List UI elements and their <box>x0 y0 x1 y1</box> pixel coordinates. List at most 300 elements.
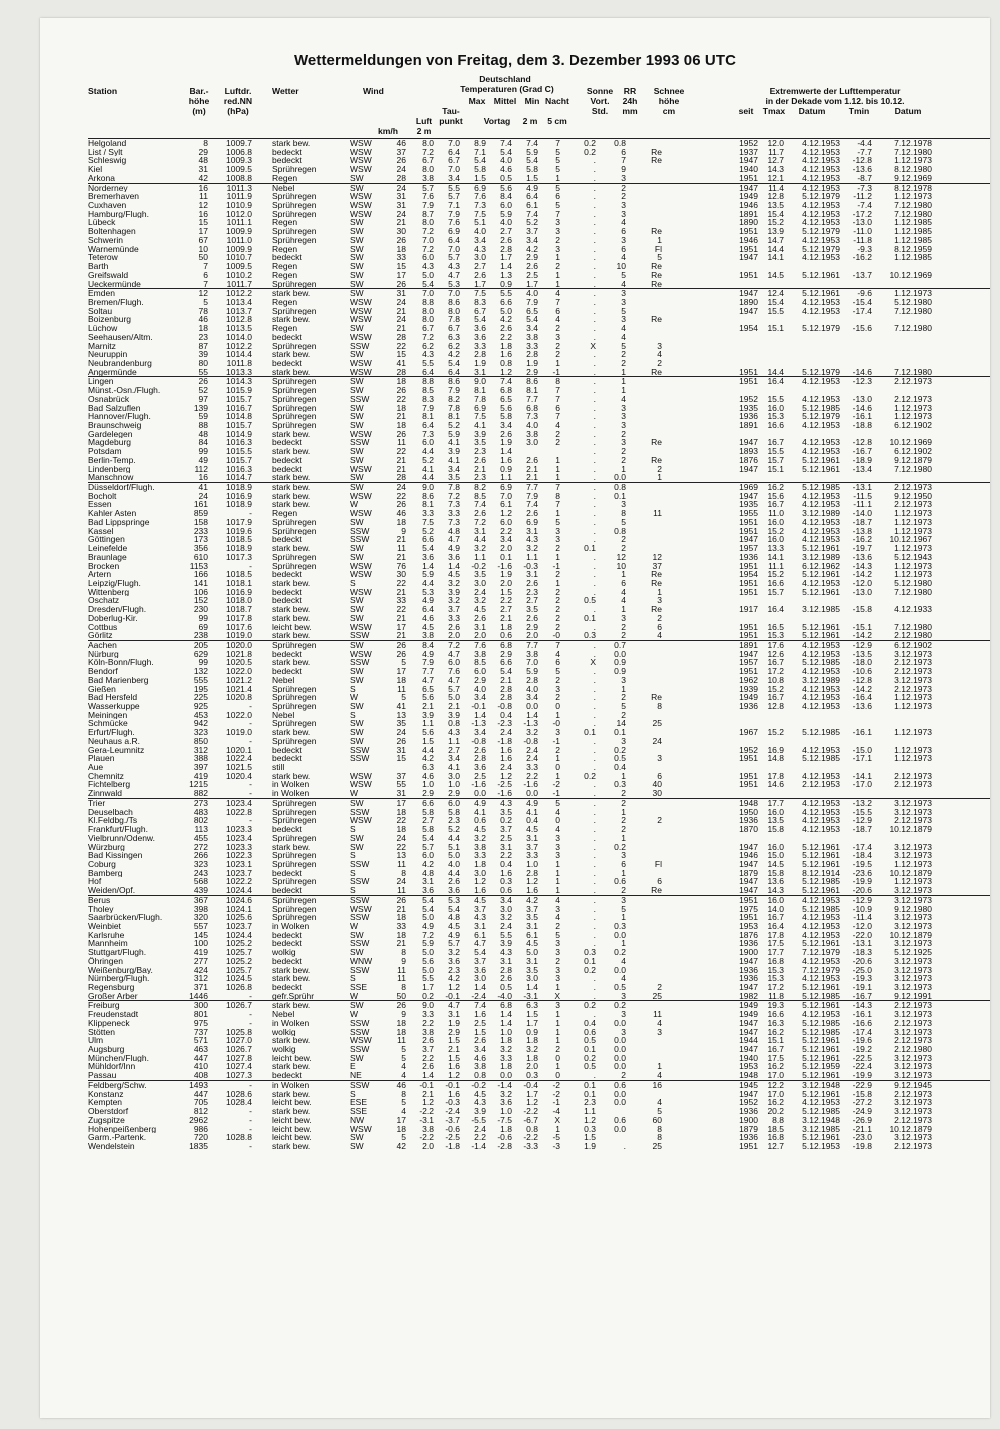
extreme-tmax: 18.5 <box>767 1123 784 1134</box>
snow-depth: 12 <box>652 551 662 562</box>
extreme-tmax-date: 5.12.1985 <box>802 753 840 764</box>
station-name: Vielbrunn/Odenw. <box>88 833 155 843</box>
extreme-tmin: -13.2 <box>852 797 872 808</box>
temp-mean-prev: -0.8 <box>497 701 512 711</box>
weather: Sprühregen <box>272 702 317 711</box>
barometer-height: 55 <box>198 366 208 377</box>
extreme-tmax-date: 6.12.1962 <box>802 560 840 571</box>
station-name: Öhringen <box>88 956 123 966</box>
wind-direction: SW <box>350 543 364 554</box>
temp-min-prev: 1.6 <box>526 885 538 896</box>
extreme-tmax-date: 5.12.1953 <box>802 1140 840 1151</box>
sunshine-hours: . <box>593 674 596 685</box>
temp-night-5cm: 2 <box>555 349 560 360</box>
sunshine-hours: . <box>593 1070 596 1081</box>
temp-min-prev: 1.2 <box>526 1097 538 1108</box>
barometer-height: 67 <box>198 234 208 245</box>
station-name: Lingen <box>88 377 114 387</box>
temp-max-prev: 3.2 <box>474 832 486 843</box>
barometer-height: 173 <box>193 534 208 545</box>
wind-speed: 11 <box>397 437 406 448</box>
temp-mean-prev: 7.4 <box>500 138 512 148</box>
wind-direction: SW <box>350 402 364 413</box>
station-name: Aachen <box>88 640 117 650</box>
wind-direction: SW <box>350 718 364 729</box>
temp-mean-prev: 2.2 <box>500 595 512 606</box>
temp-air: 7.2 <box>422 331 434 342</box>
dewpoint: 6.7 <box>448 155 460 166</box>
temp-mean-prev: 1.4 <box>500 446 512 457</box>
dewpoint: 4.8 <box>448 525 460 536</box>
dewpoint: 5.7 <box>448 683 460 694</box>
temp-night-5cm: 1 <box>555 770 560 781</box>
air-pressure: 1023.7 <box>226 867 252 878</box>
temp-air: 3.8 <box>422 1026 434 1037</box>
extreme-tmin-date: 3.12.1973 <box>894 1097 932 1108</box>
barometer-height: 48 <box>198 155 208 166</box>
barometer-height: 152 <box>193 595 208 606</box>
temp-max-prev: -1.3 <box>471 718 486 729</box>
extreme-since: 1953 <box>739 920 758 931</box>
dewpoint: 5.5 <box>448 182 460 193</box>
precipitation-24h: 10 <box>616 560 626 571</box>
sunshine-hours: . <box>593 639 596 650</box>
weather: wolkig <box>272 1045 296 1054</box>
snow-depth: 2 <box>657 357 662 368</box>
air-pressure: 1017.9 <box>226 516 252 527</box>
snow-depth: 3 <box>657 340 662 351</box>
air-pressure: 1023.3 <box>226 824 252 835</box>
station-name: Kl.Feldbg./Ts <box>88 816 138 826</box>
extreme-tmax: 15.1 <box>767 463 784 474</box>
temp-night-5cm: 3 <box>555 1000 560 1011</box>
weather: in Wolken <box>272 1080 310 1090</box>
barometer-height: 12 <box>198 200 208 211</box>
temp-min-prev: 3.8 <box>526 428 538 439</box>
extreme-since: 1947 <box>739 648 758 659</box>
dewpoint: 4.5 <box>448 569 460 580</box>
temp-night-5cm: 1 <box>555 551 560 562</box>
barometer-height: 41 <box>198 482 208 493</box>
barometer-height: 6 <box>203 269 208 280</box>
wind-direction: SSW <box>350 938 370 949</box>
wind-direction: SSW <box>350 806 370 817</box>
dewpoint: 1.1 <box>448 735 460 746</box>
dewpoint: -0.6 <box>445 1123 460 1134</box>
barometer-height: 272 <box>193 841 208 852</box>
precipitation-24h: 6 <box>621 226 626 237</box>
extreme-tmin-date: 1.12.1973 <box>894 744 932 755</box>
temp-mean-prev: 5.4 <box>500 146 512 157</box>
wind-speed: 76 <box>396 560 406 571</box>
extreme-since: 1951 <box>739 1140 758 1151</box>
air-pressure: 1009.3 <box>226 155 252 166</box>
air-pressure: 1015.7 <box>226 420 252 430</box>
table-row <box>88 368 990 377</box>
temp-air: 8.1 <box>422 499 434 510</box>
weather: still <box>272 763 285 772</box>
temp-mean-prev: 1.2 <box>500 366 512 377</box>
barometer-height: 942 <box>193 718 208 729</box>
extreme-since: 1951 <box>739 269 758 280</box>
dewpoint: 6.0 <box>448 657 460 668</box>
air-pressure: 1016.9 <box>226 490 252 501</box>
air-pressure: 1013.5 <box>226 323 252 334</box>
dewpoint: -2.4 <box>445 1106 460 1117</box>
temp-night-5cm: 4 <box>555 894 560 905</box>
extreme-tmin: -12.9 <box>852 815 872 826</box>
temp-max-prev: 6.9 <box>474 182 486 193</box>
temp-min-prev: 3.5 <box>526 604 538 615</box>
temp-max-prev: 5.1 <box>474 217 486 228</box>
temp-mean-prev: 3.2 <box>500 912 512 923</box>
temp-night-5cm: 3 <box>555 841 560 852</box>
dewpoint: 7.0 <box>448 243 460 254</box>
sunshine-hours: X <box>590 340 596 351</box>
wind-direction: SW <box>350 226 364 237</box>
extreme-tmax: 14.8 <box>767 753 784 764</box>
temp-min-prev: -0.3 <box>523 560 538 571</box>
table-row <box>88 992 990 1001</box>
temp-night-5cm: 2 <box>555 261 560 272</box>
air-pressure: 1022.2 <box>226 876 252 887</box>
temp-max-prev: 1.7 <box>474 278 486 289</box>
dewpoint: 4.9 <box>448 929 460 940</box>
temp-air: 8.0 <box>422 305 434 316</box>
air-pressure: 1013.7 <box>226 305 252 316</box>
precipitation-24h: 4 <box>621 595 626 606</box>
temp-air: 6.2 <box>422 340 434 351</box>
extreme-since: 1951 <box>739 912 758 923</box>
barometer-height: 557 <box>193 920 208 931</box>
temp-air: 6.0 <box>422 252 434 263</box>
extreme-tmin: -16.4 <box>852 692 872 703</box>
extreme-tmax-date: 5.12.1979 <box>802 411 840 422</box>
barometer-height: 408 <box>193 1070 208 1081</box>
weather: Nebel <box>272 710 295 720</box>
extreme-tmax: 15.2 <box>767 569 784 580</box>
sunshine-hours: 0.4 <box>584 1017 596 1028</box>
station-group <box>88 1000 990 1079</box>
extreme-tmin: -19.9 <box>852 1070 872 1081</box>
precipitation-24h: 1 <box>621 938 626 949</box>
station-name: Stötten <box>88 1027 115 1037</box>
extreme-tmax-date: 4.12.1953 <box>802 639 840 650</box>
extreme-tmin-date: 1.12.1973 <box>894 560 932 571</box>
wind-direction: WSW <box>350 648 372 659</box>
air-pressure: - <box>249 560 252 571</box>
temp-mean-prev: 6.6 <box>500 657 512 668</box>
header-ex-tmin: Tmin <box>848 106 870 116</box>
extreme-tmin-date: 1.12.1973 <box>894 876 932 887</box>
station-name: Passau <box>88 1071 117 1080</box>
temp-air: 5.0 <box>422 912 434 923</box>
wind-direction: WSW <box>350 770 372 781</box>
extreme-tmax: 17.7 <box>767 797 784 808</box>
station-name: Plauen <box>88 754 115 764</box>
station-name: Großer Arber <box>88 991 138 1001</box>
temp-night-5cm: 2 <box>555 692 560 703</box>
temp-min-prev: 3.5 <box>526 912 538 923</box>
extreme-tmin: -15.8 <box>852 1088 872 1099</box>
temp-air: 5.6 <box>422 692 434 703</box>
extreme-tmax: 16.7 <box>767 912 784 923</box>
extreme-tmax: 11.4 <box>768 182 784 193</box>
weather: stark bew. <box>272 974 311 983</box>
air-pressure: 1018.1 <box>226 577 252 588</box>
wind-direction: SSW <box>350 858 370 869</box>
snow-depth: 16 <box>652 1079 662 1090</box>
station-name: Bocholt <box>88 491 117 501</box>
precipitation-24h: 3 <box>621 234 626 245</box>
dewpoint: 7.3 <box>448 516 460 527</box>
extreme-tmax: 16.5 <box>767 621 784 632</box>
temp-night-5cm: 4 <box>555 648 560 659</box>
barometer-height: 447 <box>193 1052 208 1063</box>
temp-min-prev: 5.8 <box>526 164 538 175</box>
sunshine-hours: 2.3 <box>584 1097 596 1108</box>
temp-min-prev: 2.0 <box>526 630 538 641</box>
extreme-tmax: 16.7 <box>767 692 784 703</box>
precipitation-24h: 3 <box>621 499 626 510</box>
temp-min-prev: 4.1 <box>526 806 538 817</box>
temp-air: 4.9 <box>422 648 434 659</box>
precipitation-24h: 8 <box>621 508 626 519</box>
temp-max-prev: 4.0 <box>474 683 486 694</box>
extreme-tmax: 15.4 <box>767 296 784 307</box>
barometer-height: 1835 <box>189 1140 208 1151</box>
header-sonne-vort: Vort. <box>590 96 610 106</box>
header-wind-unit: km/h <box>378 126 399 136</box>
sunshine-hours: . <box>593 420 596 430</box>
temp-air: 1.5 <box>422 735 434 746</box>
temp-max-prev: 4.1 <box>474 806 486 817</box>
extreme-tmin: -18.0 <box>852 657 872 668</box>
temp-min-prev: 2.9 <box>526 252 538 263</box>
extreme-tmin: -23.6 <box>852 867 872 878</box>
temp-min-prev: 2.9 <box>526 366 538 377</box>
precipitation-24h: 2 <box>621 446 626 457</box>
extreme-tmin: -13.6 <box>852 164 872 175</box>
temp-max-prev: 2.4 <box>474 1123 486 1134</box>
weather: Sprühregen <box>272 517 317 527</box>
snow-depth: 2 <box>657 815 662 826</box>
extreme-tmin-date: 7.12.1980 <box>894 366 932 377</box>
dewpoint: 6.2 <box>448 340 460 351</box>
sunshine-hours: 0.2 <box>584 1000 596 1011</box>
sunshine-hours: . <box>593 666 596 677</box>
extreme-tmin: -15.8 <box>852 604 872 615</box>
wind-speed: 41 <box>396 357 406 368</box>
precipitation-24h: 2 <box>621 692 626 703</box>
air-pressure: - <box>249 990 252 1001</box>
weather: bedeckt <box>272 358 302 368</box>
extreme-tmax-date: 4.12.1953 <box>802 200 840 211</box>
weather: stark bew. <box>272 447 311 456</box>
wind-speed: 11 <box>397 973 406 984</box>
extreme-tmin: -22.4 <box>852 1061 872 1072</box>
temp-mean-prev: 1.0 <box>500 1026 512 1037</box>
wind-direction: S <box>350 683 356 694</box>
temp-mean-prev: 5.9 <box>500 208 512 219</box>
dewpoint: 3.5 <box>448 472 460 483</box>
extreme-tmin: -21.1 <box>852 1123 872 1134</box>
extreme-tmax: 12.8 <box>767 701 784 711</box>
extreme-tmax: 14.6 <box>767 779 784 790</box>
dewpoint: 3.4 <box>448 172 460 183</box>
extreme-tmin-date: 1.12.1973 <box>894 543 932 554</box>
station-name: Bad Marienberg <box>88 675 149 685</box>
wind-speed: 33 <box>396 920 406 931</box>
barometer-height: 1493 <box>189 1079 208 1090</box>
temp-min-prev: 0.0 <box>526 701 538 711</box>
extreme-tmax: 14.7 <box>767 234 784 245</box>
temp-max-prev: 7.5 <box>474 411 486 422</box>
temp-air: 8.7 <box>422 208 434 219</box>
header-schnee: Schnee <box>653 86 685 96</box>
temp-min-prev: -1.3 <box>523 718 538 729</box>
barometer-height: 571 <box>193 1035 208 1046</box>
wind-speed: 11 <box>397 543 406 554</box>
extreme-tmax-date: 5.12.1961 <box>802 630 840 641</box>
barometer-height: 8 <box>203 138 208 148</box>
temp-night-5cm: 3 <box>555 903 560 914</box>
wind-direction: WSW <box>350 903 372 914</box>
extreme-tmin-date: 3.12.1973 <box>894 1052 932 1063</box>
barometer-height: 424 <box>193 964 208 975</box>
temp-air: 5.7 <box>422 841 434 852</box>
barometer-height: 419 <box>193 770 208 781</box>
station-name: Aue <box>88 763 104 772</box>
barometer-height: 720 <box>193 1132 208 1143</box>
barometer-height: 238 <box>193 630 208 641</box>
snow-depth: 3 <box>657 753 662 764</box>
temp-air: 8.6 <box>422 490 434 501</box>
dewpoint: 4.7 <box>448 1000 460 1011</box>
wind-direction: SW <box>350 1140 364 1151</box>
temp-night-5cm: 2 <box>555 340 560 351</box>
station-name: Coburg <box>88 859 116 869</box>
sunshine-hours: . <box>593 296 596 307</box>
extreme-tmax: 17.0 <box>767 1070 784 1081</box>
weather: bedeckt <box>272 754 302 764</box>
temp-air: 5.6 <box>422 727 434 738</box>
weather: Nebel <box>272 675 295 685</box>
extreme-tmin: -17.2 <box>852 208 872 219</box>
weather: leicht bew. <box>272 1133 312 1142</box>
wind-direction: SW <box>350 472 364 483</box>
extreme-tmin-date: 3.12.1973 <box>894 964 932 975</box>
temp-night-5cm: 3 <box>555 938 560 949</box>
header-t-mittel: Mittel <box>493 96 517 106</box>
temp-mean-prev: 0.1 <box>500 551 512 562</box>
sunshine-hours: . <box>593 446 596 457</box>
station-name: Münst.-Osn./Flugh. <box>88 386 161 395</box>
precipitation-24h: 0.2 <box>614 841 626 852</box>
weather: Regen <box>272 244 298 254</box>
temp-min-prev: 1.9 <box>526 357 538 368</box>
station-name: Nürnberg/Flugh. <box>88 974 150 983</box>
wind-speed: 50 <box>396 990 406 1001</box>
extreme-tmax-date: 5.12.1961 <box>802 1052 840 1063</box>
wind-direction: SW <box>350 674 364 685</box>
temp-min-prev: 2.6 <box>526 454 538 465</box>
temp-max-prev: 3.0 <box>474 867 486 878</box>
extreme-tmax: 17.6 <box>767 639 784 650</box>
barometer-height: 15 <box>198 217 208 228</box>
temp-mean-prev: 5.0 <box>500 305 512 316</box>
temp-max-prev: -0.8 <box>471 735 486 746</box>
temp-max-prev: 7.5 <box>474 208 486 219</box>
temp-min-prev: -0.8 <box>523 735 538 746</box>
dewpoint: -1.8 <box>445 1140 460 1151</box>
dewpoint: -0.1 <box>445 990 460 1001</box>
air-pressure: 1015.9 <box>226 385 252 396</box>
extreme-tmin-date: 7.12.1980 <box>894 146 932 157</box>
air-pressure: 1028.6 <box>226 1088 252 1099</box>
station-name: Frankfurt/Flugh. <box>88 825 148 834</box>
wind-direction: SW <box>350 929 364 940</box>
header-temperaturen: Temperaturen (Grad C) <box>460 84 554 94</box>
temp-air: 7.3 <box>422 428 434 439</box>
extreme-tmax: 12.6 <box>767 648 784 659</box>
extreme-tmin-date: 2.12.1973 <box>894 779 932 790</box>
precipitation-24h: 0.3 <box>614 920 626 931</box>
sunshine-hours: . <box>593 366 596 377</box>
header-rr: RR <box>623 86 637 96</box>
extreme-tmax: 13.5 <box>767 815 784 826</box>
extreme-tmax-date: 5.12.1961 <box>802 885 840 896</box>
temp-night-5cm: -4 <box>552 1106 560 1117</box>
snow-depth: Re <box>651 454 662 465</box>
extreme-tmin-date: 2.12.1973 <box>894 482 932 493</box>
sunshine-hours: . <box>593 261 596 272</box>
sunshine-hours: . <box>593 841 596 852</box>
barometer-height: 439 <box>193 885 208 896</box>
air-pressure: 1020.5 <box>226 657 252 668</box>
temp-night-5cm: 1 <box>555 867 560 878</box>
station-name: Wendelstein <box>88 1141 135 1151</box>
temp-mean-prev: -0.6 <box>497 1132 512 1143</box>
extreme-tmin-date: 1.12.1973 <box>894 525 932 536</box>
precipitation-24h: 3 <box>621 1026 626 1037</box>
air-pressure: - <box>249 788 252 799</box>
sunshine-hours: 0.1 <box>584 1088 596 1099</box>
temp-air: 8.8 <box>422 376 434 387</box>
extreme-tmin-date: 2.12.1973 <box>894 1140 932 1151</box>
temp-night-5cm: 2 <box>555 234 560 245</box>
temp-mean-prev: -2.8 <box>497 1140 512 1151</box>
extreme-since: 1953 <box>739 1061 758 1072</box>
weather: stark bew. <box>272 613 311 623</box>
barometer-height: 42 <box>198 172 208 183</box>
temp-night-5cm: 2 <box>555 323 560 334</box>
temp-mean-prev: 1.1 <box>500 472 512 483</box>
extreme-tmin-date: 6.12.1902 <box>894 420 932 430</box>
sunshine-hours: . <box>593 323 596 334</box>
table-row <box>88 280 990 289</box>
weather: stark bew. <box>272 367 311 377</box>
temp-min-prev: 3.0 <box>526 437 538 448</box>
barometer-height: 1153 <box>189 560 208 571</box>
extreme-tmin: -17.1 <box>852 753 872 764</box>
station-name: Gera-Leumnitz <box>88 745 145 755</box>
precipitation-24h: 5 <box>621 701 626 711</box>
station-name: Berlin-Temp. <box>88 455 136 465</box>
temp-air: 5.4 <box>422 832 434 843</box>
sunshine-hours: . <box>593 463 596 474</box>
extreme-tmax: 15.6 <box>767 490 784 501</box>
